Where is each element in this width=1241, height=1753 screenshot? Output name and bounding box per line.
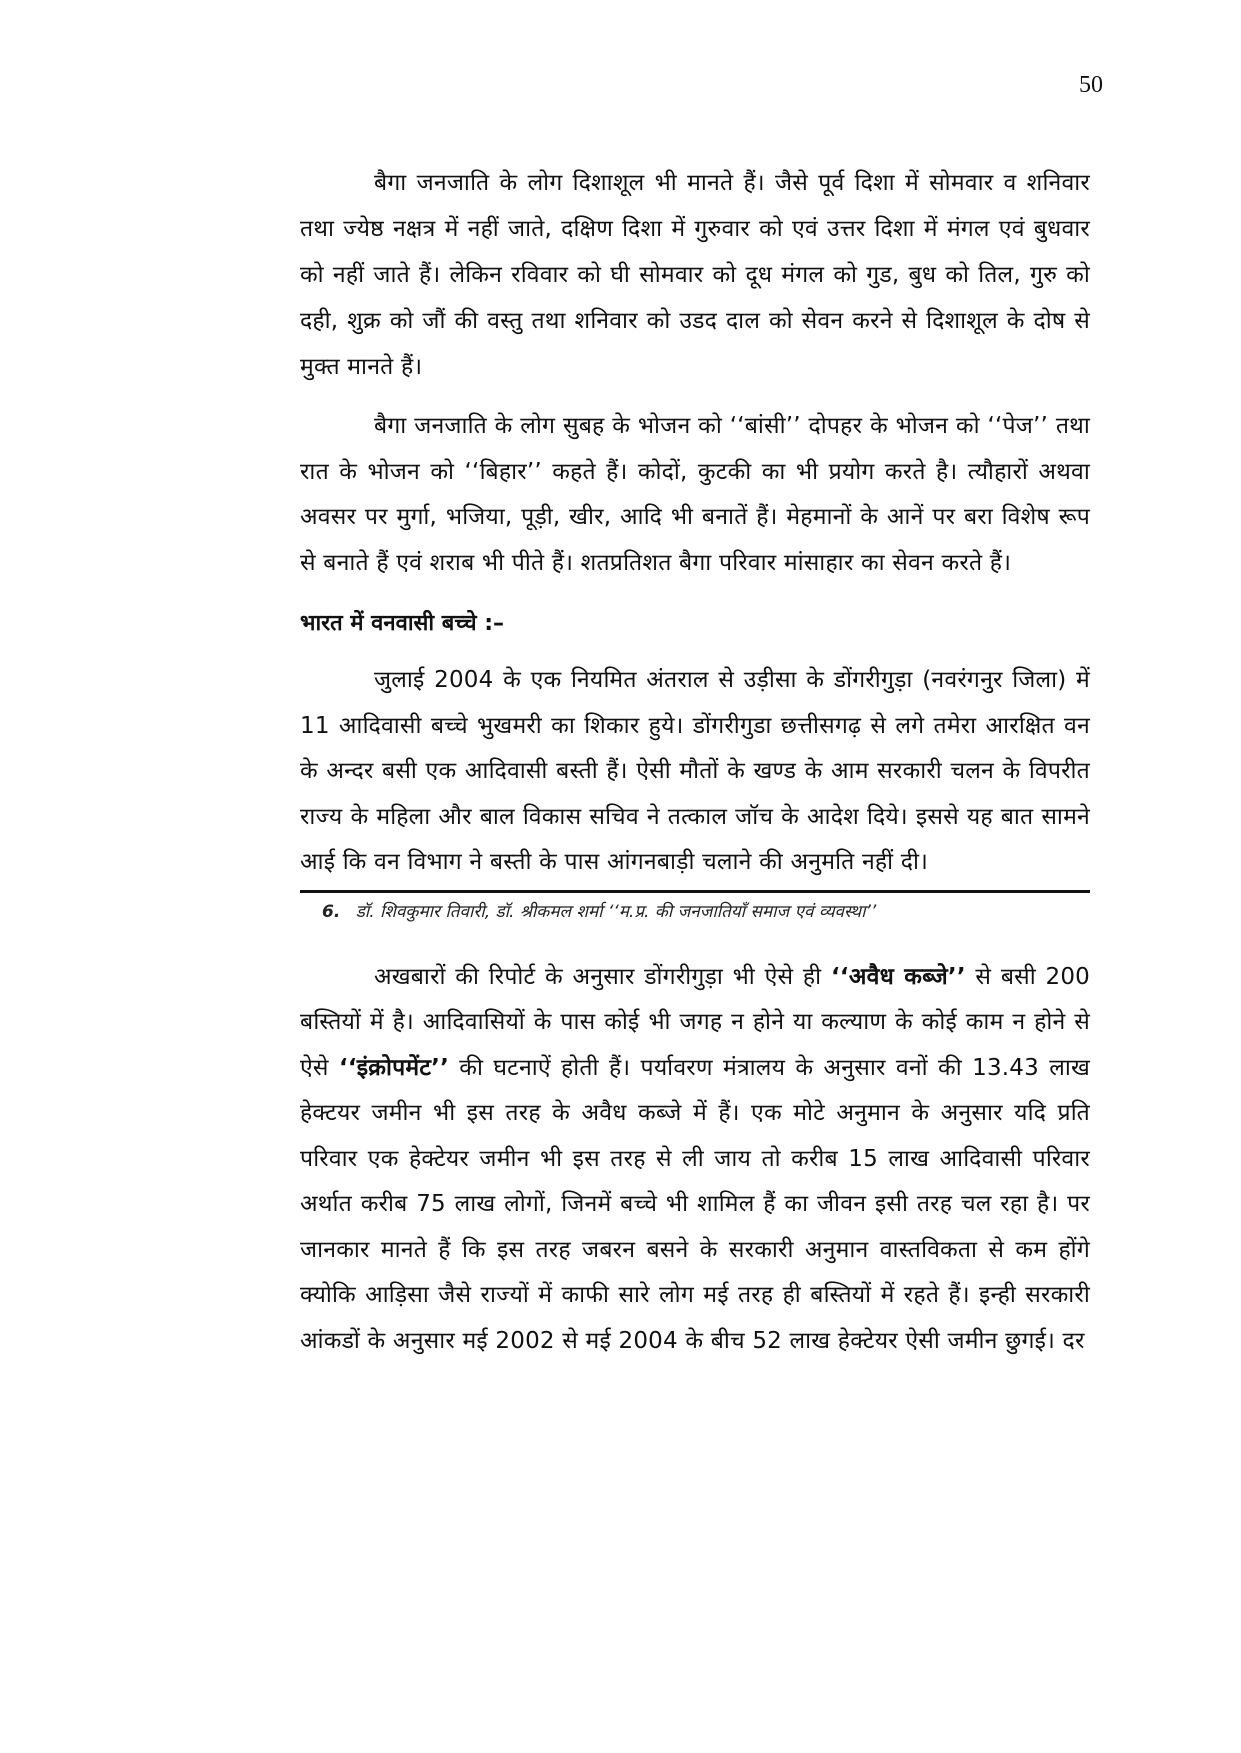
footnote-text: डॉ. शिवकुमार तिवारी, डॉ. श्रीकमल शर्मा ‘‘म.प्र. की जनजातियाँ समाज एवं व्यवस्था’’ — [355, 901, 877, 922]
footnote-divider — [300, 890, 1090, 893]
paragraph-dongrigudha: जुलाई 2004 के एक नियमित अंतराल से उड़ीसा के डोंगरीगुड़ा (नवरंगनुर जिला) में 11 आदिवासी बच्चे भुखमरी का शिकार हुये। डोंगरीगुडा छत्तीसगढ़ से लगे तमेरा आरक्षित वन के अन्दर बसी एक आदिवासी बस्ती हैं। ऐसी मौतों के खण्ड के आम सरकारी चलन के विपरीत राज्य के महिला और बाल विकास सचिव ने तत्काल जॉच के आदेश दिये। इससे यह बात सामने आई कि वन विभाग ने बस्ती के पास आंगनबाड़ी चलाने की अनुमति नहीं दी। — [300, 667, 1090, 875]
paragraph-dishashool: बैगा जनजाति के लोग दिशाशूल भी मानते हैं। जैसे पूर्व दिशा में सोमवार व शनिवार तथा ज्येष्ठ नक्षत्र में नहीं जाते, दक्षिण दिशा में गुरुवार को एवं उत्तर दिशा में मंगल एवं बुधवार को नहीं जाते हैं। लेकिन रविवार को घी सोमवार को दूध मंगल को गुड, बुध को तिल, गुरु को दही, शुक्र को जौं की वस्तु तथा शनिवार को उडद दाल को सेवन करने से दिशाशूल के दोष से मुक्त मानते हैं। — [300, 170, 1090, 380]
footnote — [322, 899, 1090, 925]
paragraph-akhbar-report — [300, 955, 1090, 1365]
section-heading: भारत में वनवासी बच्चे :– — [300, 611, 505, 636]
paragraph-bhojan: बैगा जनजाति के लोग सुबह के भोजन को ‘‘बांसी’’ दोपहर के भोजन को ‘‘पेज’’ तथा रात के भोजन को ‘‘बिहार’’ कहते हैं। कोदों, कुटकी का भी प्रयोग करते है। त्यौहारों अथवा अवसर पर मुर्गा, भजिया, पूड़ी, खीर, आदि भी बनातें हैं। मेहमानों के आनें पर बरा विशेष रूप से बनाते हैं एवं शराब भी पीते हैं। शतप्रतिशत बैगा परिवार मांसाहार का सेवन करते हैं। — [300, 413, 1090, 576]
paragraph-text-part: से बसी 200 बस्तियों में है। आदिवासियों के पास कोई भी जगह न होने या कल्याण के कोई काम न होने से ऐसे — [300, 963, 1091, 1081]
emphasis-encroachment: ‘‘इंक्रोपमेंट’’ — [338, 1054, 450, 1081]
paragraph-text-part: की घटनाऐं होती हैं। पर्यावरण मंत्रालय के अनुसार वनों की 13.43 लाख हेक्टयर जमीन भी इस तरह के अवैध कब्जे में हैं। एक मोटे अनुमान के अनुसार यदि प्रति परिवार एक हेक्टेयर जमीन भी इस तरह से ली जाय तो करीब 15 लाख आदिवासी परिवार अर्थात करीब 75 लाख लोगों, जिनमें बच्चे भी शामिल हैं का जीवन इसी तरह चल रहा है। पर जानकार मानते हैं कि इस तरह जबरन बसने के सरकारी अनुमान वास्तविकता से कम होंगे क्योकि आड़िसा जैसे राज्यों में काफी सारे लोग मई तरह ही बस्तियों में रहते हैं। इन्ही सरकारी आंकडों के अनुसार मई 2002 से मई 2004 के बीच 52 लाख हेक्टेयर ऐसी जमीन छुगई। दर — [300, 1054, 1090, 1354]
page-content — [300, 160, 1090, 1364]
footnote-number: 6. — [322, 901, 341, 922]
page-number: 50 — [1079, 72, 1103, 98]
emphasis-avaidh-kabje: ‘‘अवैध कब्जे’’ — [830, 963, 966, 990]
paragraph-text-part: अखबारों की रिपोर्ट के अनुसार डोंगरीगुड़ा भी ऐसे ही — [374, 963, 831, 990]
